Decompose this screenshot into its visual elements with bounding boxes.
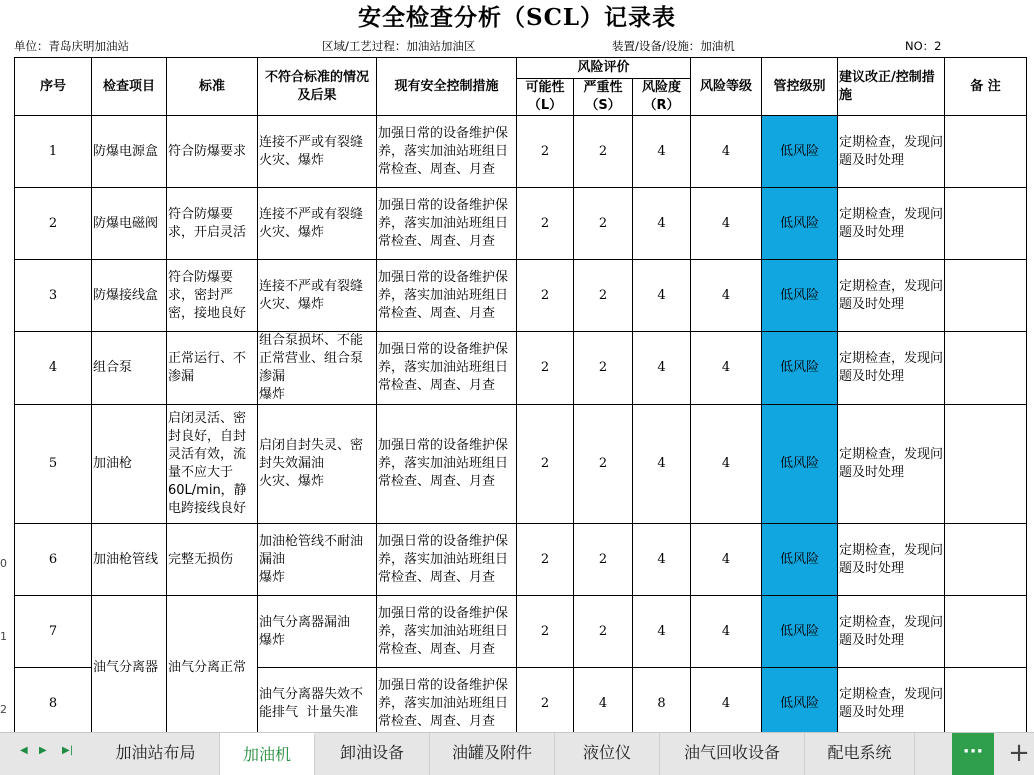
cell-standard[interactable]: 符合防爆要求 bbox=[167, 116, 258, 188]
cell-L[interactable]: 2 bbox=[517, 188, 574, 260]
cell-S[interactable]: 4 bbox=[574, 668, 633, 733]
header-nonconform[interactable]: 不符合标准的情况及后果 bbox=[258, 58, 377, 116]
cell-standard[interactable]: 完整无损伤 bbox=[167, 524, 258, 596]
info-unit[interactable]: 单位：青岛庆明加油站 bbox=[14, 39, 129, 53]
cell-item[interactable]: 防爆接线盒 bbox=[92, 260, 167, 332]
cell-remark[interactable] bbox=[945, 524, 1027, 596]
cell-measures[interactable]: 加强日常的设备维护保养，落实加油站班组日常检查、周查、月查 bbox=[377, 332, 517, 405]
cell-R[interactable]: 4 bbox=[633, 188, 691, 260]
tab-sheet[interactable]: 油气回收设备 bbox=[660, 733, 805, 775]
cell-measures[interactable]: 加强日常的设备维护保养，落实加油站班组日常检查、周查、月查 bbox=[377, 116, 517, 188]
cell-remark[interactable] bbox=[945, 596, 1027, 668]
header-l[interactable] bbox=[517, 79, 574, 116]
cell-suggest[interactable]: 定期检查，发现问题及时处理 bbox=[838, 188, 945, 260]
cell-seq[interactable]: 6 bbox=[15, 524, 92, 596]
cell-item[interactable]: 防爆电源盒 bbox=[92, 116, 167, 188]
cell-control[interactable]: 低风险 bbox=[762, 116, 838, 188]
cell-S[interactable]: 2 bbox=[574, 405, 633, 524]
cell-S[interactable]: 2 bbox=[574, 524, 633, 596]
cell-measures[interactable]: 加强日常的设备维护保养，落实加油站班组日常检查、周查、月查 bbox=[377, 405, 517, 524]
tab-sheet[interactable]: 液位仪 bbox=[555, 733, 660, 775]
header-r[interactable] bbox=[633, 79, 691, 116]
cell-seq[interactable]: 8 bbox=[15, 668, 92, 733]
cell-level[interactable]: 4 bbox=[691, 332, 762, 405]
cell-suggest[interactable]: 定期检查，发现问题及时处理 bbox=[838, 405, 945, 524]
add-sheet-button[interactable]: + bbox=[1008, 738, 1030, 768]
tab-nav-left-icon[interactable]: ◀ bbox=[20, 745, 28, 756]
cell-control[interactable]: 低风险 bbox=[762, 188, 838, 260]
cell-control[interactable]: 低风险 bbox=[762, 524, 838, 596]
cell-nonconform[interactable]: 组合泵损坏、不能正常营业、组合泵渗漏 爆炸 bbox=[258, 332, 377, 405]
tab-sheet[interactable]: 配电系统 bbox=[805, 733, 915, 775]
cell-level[interactable]: 4 bbox=[691, 668, 762, 733]
cell-control[interactable]: 低风险 bbox=[762, 260, 838, 332]
cell-L[interactable]: 2 bbox=[517, 668, 574, 733]
header-item[interactable]: 检查项目 bbox=[92, 58, 167, 116]
cell-level[interactable]: 4 bbox=[691, 188, 762, 260]
cell-control[interactable]: 低风险 bbox=[762, 596, 838, 668]
cell-suggest[interactable]: 定期检查，发现问题及时处理 bbox=[838, 332, 945, 405]
header-l-symbol: （L） bbox=[527, 98, 563, 113]
tab-nav-last-icon[interactable]: ▶| bbox=[62, 745, 74, 756]
header-s[interactable] bbox=[574, 79, 633, 116]
tab-nav-right-icon[interactable]: ▶ bbox=[39, 745, 47, 756]
cell-seq[interactable]: 2 bbox=[15, 188, 92, 260]
cell-item[interactable]: 组合泵 bbox=[92, 332, 167, 405]
cell-seq[interactable]: 5 bbox=[15, 405, 92, 524]
header-risk-eval[interactable]: 风险评价 bbox=[517, 58, 691, 79]
cell-item[interactable]: 油气分离器 bbox=[92, 596, 167, 733]
cell-L[interactable]: 2 bbox=[517, 405, 574, 524]
cell-R[interactable]: 8 bbox=[633, 668, 691, 733]
cell-item[interactable]: 加油枪管线 bbox=[92, 524, 167, 596]
cell-standard[interactable]: 正常运行、不渗漏 bbox=[167, 332, 258, 405]
cell-level[interactable]: 4 bbox=[691, 260, 762, 332]
cell-remark[interactable] bbox=[945, 260, 1027, 332]
cell-L[interactable]: 2 bbox=[517, 596, 574, 668]
cell-seq[interactable]: 7 bbox=[15, 596, 92, 668]
cell-suggest[interactable]: 定期检查，发现问题及时处理 bbox=[838, 668, 945, 733]
table-row bbox=[15, 332, 1027, 405]
cell-nonconform[interactable]: 连接不严或有裂缝火灾、爆炸 bbox=[258, 116, 377, 188]
cell-R[interactable]: 4 bbox=[633, 596, 691, 668]
header-control-level[interactable]: 管控级别 bbox=[762, 58, 838, 116]
cell-measures[interactable]: 加强日常的设备维护保养，落实加油站班组日常检查、周查、月查 bbox=[377, 524, 517, 596]
cell-R[interactable]: 4 bbox=[633, 260, 691, 332]
cell-S[interactable]: 2 bbox=[574, 596, 633, 668]
cell-level[interactable]: 4 bbox=[691, 405, 762, 524]
cell-remark[interactable] bbox=[945, 405, 1027, 524]
header-seq[interactable]: 序号 bbox=[15, 58, 92, 116]
header-remark[interactable]: 备 注 bbox=[945, 58, 1027, 116]
header-r-label: 风险度 bbox=[642, 80, 682, 95]
cell-control[interactable]: 低风险 bbox=[762, 405, 838, 524]
cell-control[interactable]: 低风险 bbox=[762, 668, 838, 733]
cell-measures[interactable]: 加强日常的设备维护保养，落实加油站班组日常检查、周查、月查 bbox=[377, 188, 517, 260]
cell-R[interactable]: 4 bbox=[633, 332, 691, 405]
table-row bbox=[15, 596, 1027, 668]
cell-standard[interactable]: 油气分离正常 bbox=[167, 596, 258, 733]
header-row-1 bbox=[15, 58, 1027, 79]
cell-suggest[interactable]: 定期检查，发现问题及时处理 bbox=[838, 524, 945, 596]
header-s-symbol: （S） bbox=[585, 98, 621, 113]
cell-nonconform[interactable]: 启闭自封失灵、密封失效漏油 火灾、爆炸 bbox=[258, 405, 377, 524]
cell-standard[interactable]: 启闭灵活、密封良好，自封灵活有效，流量不应大于60L/min，静电跨接线良好 bbox=[167, 405, 258, 524]
cell-nonconform[interactable]: 连接不严或有裂缝火灾、爆炸 bbox=[258, 188, 377, 260]
more-tabs-button[interactable]: ··· bbox=[952, 733, 994, 775]
scl-table bbox=[14, 57, 1027, 732]
cell-R[interactable]: 4 bbox=[633, 405, 691, 524]
sheet-tab-bar bbox=[0, 732, 1034, 775]
tab-sheet[interactable]: 加油机 bbox=[220, 733, 315, 775]
cell-nonconform[interactable]: 油气分离器失效不能排气 计量失准 bbox=[258, 668, 377, 733]
header-l-label: 可能性 bbox=[525, 80, 565, 95]
cell-L[interactable]: 2 bbox=[517, 260, 574, 332]
header-risk-level[interactable]: 风险等级 bbox=[691, 58, 762, 116]
cell-remark[interactable] bbox=[945, 188, 1027, 260]
info-device[interactable]: 装置/设备/设施：加油机 bbox=[612, 39, 735, 53]
cell-seq[interactable]: 1 bbox=[15, 116, 92, 188]
cell-remark[interactable] bbox=[945, 116, 1027, 188]
info-area[interactable]: 区域/工艺过程：加油站加油区 bbox=[322, 39, 476, 53]
cell-nonconform[interactable]: 油气分离器漏油 爆炸 bbox=[258, 596, 377, 668]
table-body bbox=[15, 116, 1027, 733]
cell-nonconform[interactable]: 连接不严或有裂缝火灾、爆炸 bbox=[258, 260, 377, 332]
cell-standard[interactable]: 符合防爆要求，开启灵活 bbox=[167, 188, 258, 260]
cell-standard[interactable]: 符合防爆要求，密封严密，接地良好 bbox=[167, 260, 258, 332]
sheet-title[interactable]: 安全检查分析（SCL）记录表 bbox=[357, 4, 677, 31]
cell-level[interactable]: 4 bbox=[691, 596, 762, 668]
header-suggest[interactable]: 建议改正/控制措施 bbox=[838, 58, 945, 116]
table-row bbox=[15, 260, 1027, 332]
cell-remark[interactable] bbox=[945, 332, 1027, 405]
info-no[interactable]: NO：2 bbox=[905, 39, 942, 53]
header-r-symbol: （R） bbox=[643, 98, 680, 113]
tab-sheet[interactable]: 卸油设备 bbox=[315, 733, 430, 775]
cell-suggest[interactable]: 定期检查，发现问题及时处理 bbox=[838, 116, 945, 188]
cell-S[interactable]: 2 bbox=[574, 260, 633, 332]
cell-seq[interactable]: 3 bbox=[15, 260, 92, 332]
cell-L[interactable]: 2 bbox=[517, 524, 574, 596]
header-measures[interactable]: 现有安全控制措施 bbox=[377, 58, 517, 116]
cell-seq[interactable]: 4 bbox=[15, 332, 92, 405]
cell-S[interactable]: 2 bbox=[574, 116, 633, 188]
cell-item[interactable]: 防爆电磁阀 bbox=[92, 188, 167, 260]
cell-L[interactable]: 2 bbox=[517, 116, 574, 188]
cell-level[interactable]: 4 bbox=[691, 524, 762, 596]
cell-measures[interactable]: 加强日常的设备维护保养，落实加油站班组日常检查、周查、月查 bbox=[377, 596, 517, 668]
table-row bbox=[15, 188, 1027, 260]
cell-measures[interactable]: 加强日常的设备维护保养，落实加油站班组日常检查、周查、月查 bbox=[377, 260, 517, 332]
cell-remark[interactable] bbox=[945, 668, 1027, 733]
cell-suggest[interactable]: 定期检查，发现问题及时处理 bbox=[838, 596, 945, 668]
row-number: 1 bbox=[0, 630, 7, 643]
cell-R[interactable]: 4 bbox=[633, 116, 691, 188]
cell-measures[interactable]: 加强日常的设备维护保养，落实加油站班组日常检查、周查、月查 bbox=[377, 668, 517, 733]
table-row bbox=[15, 524, 1027, 596]
row-number: 0 bbox=[0, 557, 7, 570]
table-row bbox=[15, 405, 1027, 524]
cell-S[interactable]: 2 bbox=[574, 332, 633, 405]
cell-R[interactable]: 4 bbox=[633, 524, 691, 596]
table-row bbox=[15, 116, 1027, 188]
cell-nonconform[interactable]: 加油枪管线不耐油漏油 爆炸 bbox=[258, 524, 377, 596]
cell-item[interactable]: 加油枪 bbox=[92, 405, 167, 524]
cell-S[interactable]: 2 bbox=[574, 188, 633, 260]
row-number: 2 bbox=[0, 703, 7, 716]
cell-level[interactable]: 4 bbox=[691, 116, 762, 188]
header-s-label: 严重性 bbox=[583, 80, 623, 95]
cell-suggest[interactable]: 定期检查，发现问题及时处理 bbox=[838, 260, 945, 332]
cell-L[interactable]: 2 bbox=[517, 332, 574, 405]
cell-control[interactable]: 低风险 bbox=[762, 332, 838, 405]
tab-sheet[interactable]: 油罐及附件 bbox=[430, 733, 555, 775]
header-standard[interactable]: 标准 bbox=[167, 58, 258, 116]
tab-sheet[interactable]: 加油站布局 bbox=[92, 733, 220, 775]
